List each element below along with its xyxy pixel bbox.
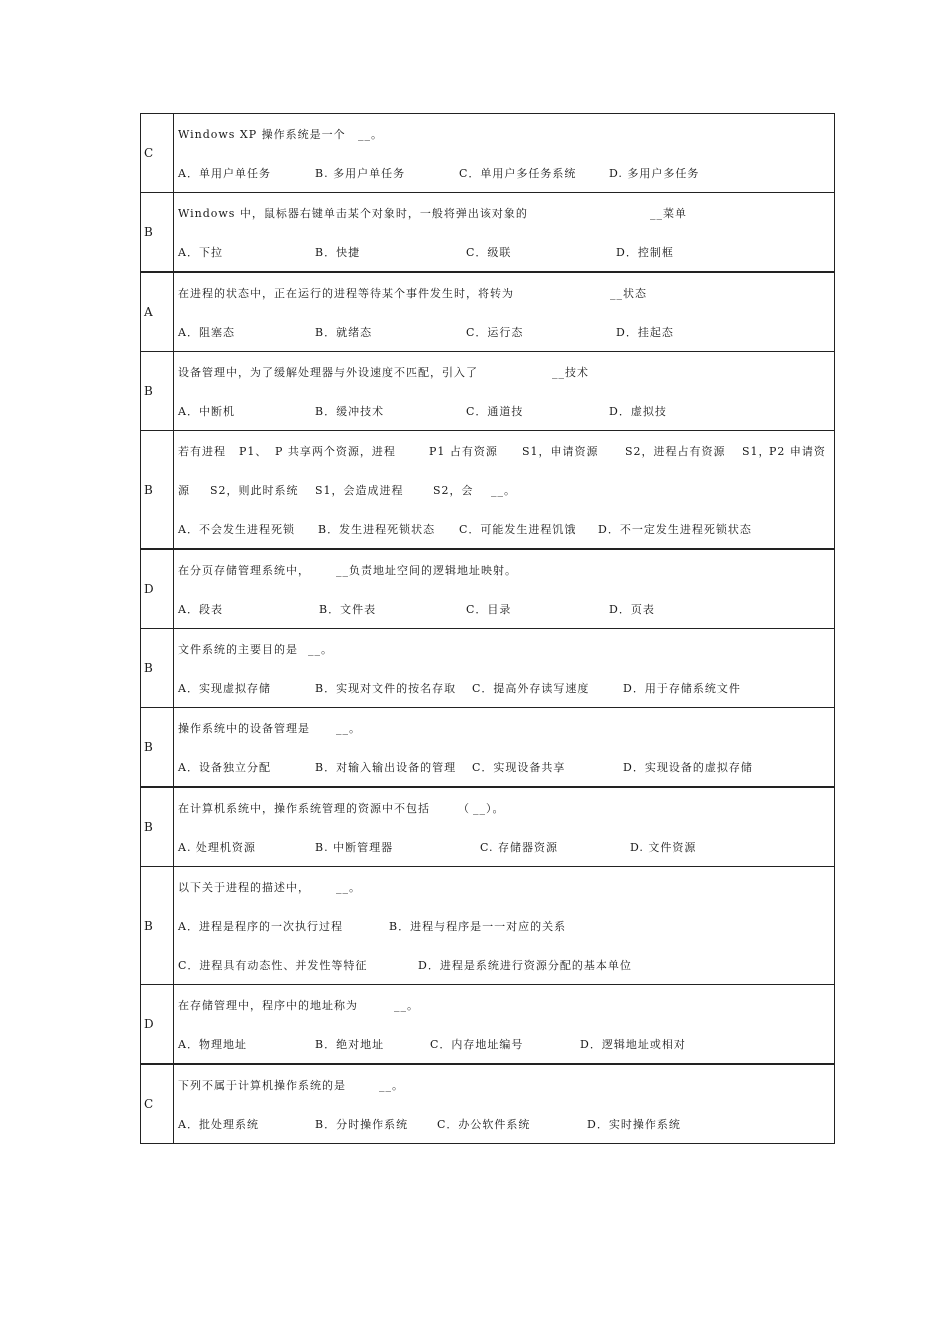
question-options bbox=[178, 668, 828, 707]
question-stem: 以下关于进程的描述中， __。 bbox=[178, 880, 361, 894]
answer-cell: C bbox=[141, 114, 174, 193]
option-b: B．对输入输出设备的管理 bbox=[315, 760, 457, 774]
question-cell bbox=[174, 352, 835, 431]
table-row bbox=[141, 867, 835, 985]
option-d: D．逻辑地址或相对 bbox=[580, 1037, 686, 1051]
table-row bbox=[141, 787, 835, 867]
option-c: C．单用户多任务系统 bbox=[459, 166, 577, 180]
table-row bbox=[141, 708, 835, 788]
option-a: A．下拉 bbox=[178, 245, 223, 259]
answer-cell: A bbox=[141, 272, 174, 352]
option-a: A．中断机 bbox=[178, 404, 235, 418]
answer-cell: D bbox=[141, 985, 174, 1065]
option-c: C．办公软件系统 bbox=[437, 1117, 531, 1131]
table-row bbox=[141, 1064, 835, 1144]
question-stem: 在计算机系统中，操作系统管理的资源中不包括 （ __）。 bbox=[178, 801, 505, 815]
answer-cell: C bbox=[141, 1064, 174, 1144]
question-stem-continued: 源 S2，则此时系统 S1，会造成进程 S2，会 __。 bbox=[178, 483, 516, 497]
option-b: B．实现对文件的按名存取 bbox=[315, 681, 457, 695]
question-cell bbox=[174, 1064, 835, 1144]
question-options bbox=[178, 232, 828, 271]
option-a: A．不会发生进程死锁 bbox=[178, 522, 295, 536]
option-a: A．物理地址 bbox=[178, 1037, 247, 1051]
option-b: B. 多用户单任务 bbox=[315, 166, 406, 180]
table-row bbox=[141, 985, 835, 1065]
option-d: D. 文件资源 bbox=[630, 840, 697, 854]
option-d: D. 多用户多任务 bbox=[609, 166, 700, 180]
answer-cell: B bbox=[141, 431, 174, 550]
table-row bbox=[141, 431, 835, 550]
option-a: A．段表 bbox=[178, 602, 223, 616]
question-options bbox=[178, 906, 828, 945]
option-a: A．实现虚拟存储 bbox=[178, 681, 271, 695]
question-stem: 若有进程 P1、 P 共享两个资源，进程 P1 占有资源 S1，申请资源 S2，进程占有资源 S1， P2 申请资 bbox=[178, 444, 826, 458]
option-d: D．虚拟技 bbox=[609, 404, 667, 418]
option-b: B．文件表 bbox=[319, 602, 377, 616]
option-a: A．单用户单任务 bbox=[178, 166, 271, 180]
option-d: D．用于存储系统文件 bbox=[623, 681, 741, 695]
option-c: C．目录 bbox=[466, 602, 512, 616]
table-row bbox=[141, 549, 835, 629]
question-options bbox=[178, 391, 828, 430]
answer-cell: B bbox=[141, 629, 174, 708]
option-c: C．通道技 bbox=[466, 404, 524, 418]
question-options-continued bbox=[178, 945, 828, 984]
option-b: B．绝对地址 bbox=[315, 1037, 385, 1051]
question-options bbox=[178, 747, 828, 786]
question-cell bbox=[174, 787, 835, 867]
option-d: D．实时操作系统 bbox=[587, 1117, 681, 1131]
table-row bbox=[141, 193, 835, 273]
question-cell bbox=[174, 867, 835, 985]
question-cell bbox=[174, 985, 835, 1065]
option-c: C．级联 bbox=[466, 245, 512, 259]
option-c: C．提高外存读写速度 bbox=[472, 681, 590, 695]
answer-cell: B bbox=[141, 352, 174, 431]
question-stem: Windows XP 操作系统是一个 __。 bbox=[178, 127, 383, 141]
answer-cell: B bbox=[141, 787, 174, 867]
question-cell bbox=[174, 272, 835, 352]
option-c: C. 存储器资源 bbox=[480, 840, 559, 854]
option-b: B．进程与程序是一一对应的关系 bbox=[389, 919, 567, 933]
option-d: D．实现设备的虚拟存储 bbox=[623, 760, 753, 774]
option-c: C．实现设备共享 bbox=[472, 760, 566, 774]
question-cell bbox=[174, 431, 835, 550]
table-row bbox=[141, 352, 835, 431]
table-row bbox=[141, 272, 835, 352]
option-b: B．分时操作系统 bbox=[315, 1117, 409, 1131]
table-row bbox=[141, 114, 835, 193]
question-cell bbox=[174, 629, 835, 708]
option-c: C．运行态 bbox=[466, 325, 524, 339]
question-options bbox=[178, 312, 828, 351]
question-cell bbox=[174, 114, 835, 193]
question-options bbox=[178, 1024, 828, 1063]
option-a: A．进程是程序的一次执行过程 bbox=[178, 919, 343, 933]
option-a: A．批处理系统 bbox=[178, 1117, 259, 1131]
option-c: C．可能发生进程饥饿 bbox=[459, 522, 577, 536]
question-options bbox=[178, 827, 828, 866]
question-cell bbox=[174, 193, 835, 273]
answer-cell: B bbox=[141, 193, 174, 273]
option-d: D．不一定发生进程死锁状态 bbox=[598, 522, 752, 536]
question-stem: 在分页存储管理系统中， __负责地址空间的逻辑地址映射。 bbox=[178, 563, 517, 577]
question-stem: Windows 中，鼠标器右键单击某个对象时，一般将弹出该对象的 __菜单 bbox=[178, 206, 687, 220]
question-stem: 操作系统中的设备管理是 __。 bbox=[178, 721, 361, 735]
option-a: A．阻塞态 bbox=[178, 325, 235, 339]
option-c: C．进程具有动态性、并发性等特征 bbox=[178, 958, 368, 972]
option-b: B. 中断管理器 bbox=[315, 840, 394, 854]
option-b: B．发生进程死锁状态 bbox=[318, 522, 436, 536]
option-a: A. 处理机资源 bbox=[178, 840, 256, 854]
option-b: B．缓冲技术 bbox=[315, 404, 385, 418]
option-d: D．页表 bbox=[609, 602, 655, 616]
question-options bbox=[178, 509, 828, 548]
option-d: D．挂起态 bbox=[616, 325, 674, 339]
answer-cell: B bbox=[141, 708, 174, 788]
question-cell bbox=[174, 708, 835, 788]
question-stem: 文件系统的主要目的是 __。 bbox=[178, 642, 333, 656]
question-stem: 在进程的状态中，正在运行的进程等待某个事件发生时，将转为 __状态 bbox=[178, 286, 647, 300]
answer-cell: B bbox=[141, 867, 174, 985]
option-b: B．就绪态 bbox=[315, 325, 373, 339]
option-d: D．控制框 bbox=[616, 245, 674, 259]
question-stem: 下列不属于计算机操作系统的是 __。 bbox=[178, 1078, 404, 1092]
question-table bbox=[140, 113, 835, 1144]
question-stem: 设备管理中，为了缓解处理器与外设速度不匹配，引入了 __技术 bbox=[178, 365, 589, 379]
question-cell bbox=[174, 549, 835, 629]
question-stem: 在存储管理中，程序中的地址称为 __。 bbox=[178, 998, 419, 1012]
question-options bbox=[178, 589, 828, 628]
option-d: D．进程是系统进行资源分配的基本单位 bbox=[418, 958, 632, 972]
question-options bbox=[178, 153, 828, 192]
option-a: A．设备独立分配 bbox=[178, 760, 271, 774]
answer-cell: D bbox=[141, 549, 174, 629]
question-options bbox=[178, 1104, 828, 1143]
option-c: C．内存地址编号 bbox=[430, 1037, 524, 1051]
option-b: B．快捷 bbox=[315, 245, 361, 259]
table-row bbox=[141, 629, 835, 708]
